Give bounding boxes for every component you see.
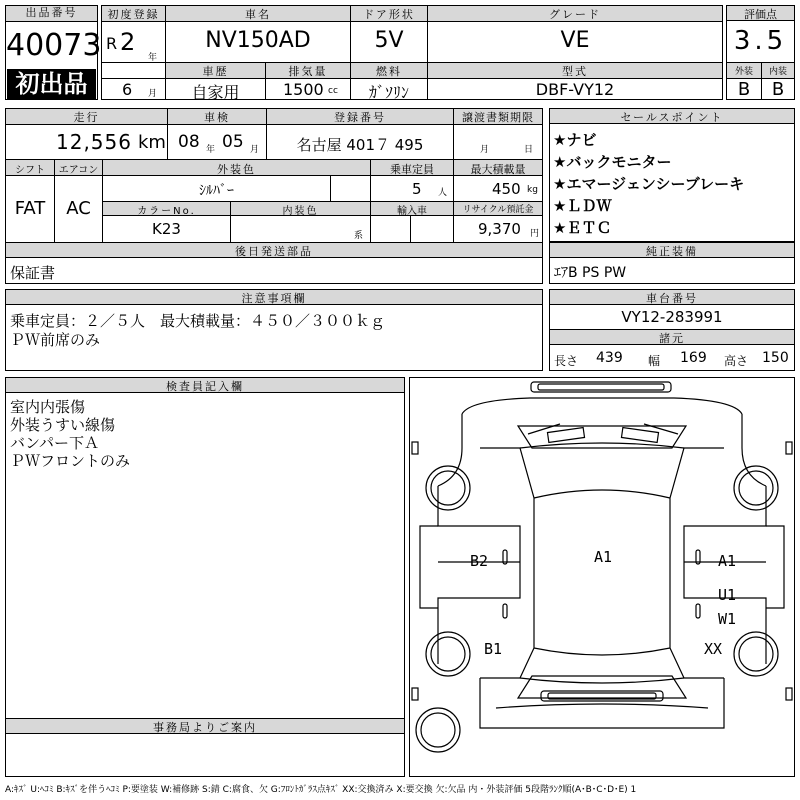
interior-label: 内装 [768, 67, 787, 77]
caution-line: 乗車定員：２／５人 最大積載量：４５０／３００ｋｇ [10, 312, 386, 330]
damage-diagram [409, 377, 795, 777]
interior-grade: B [771, 79, 785, 100]
inspector-line: 外装うすい線傷 [10, 416, 116, 434]
transfer-label: 譲渡書類期限 [462, 111, 534, 124]
grade-label: グレード [549, 8, 601, 21]
ac-label: エアコン [58, 165, 99, 176]
car-diagram-svg [410, 378, 794, 776]
era-prefix: R [106, 34, 118, 53]
door-label: ドア形状 [363, 8, 415, 21]
insp-year-unit: 年 [206, 145, 216, 155]
sales-point-item: ★ＥＴＣ [553, 219, 612, 237]
fuel-label: 燃料 [376, 65, 402, 78]
mileage-unit: km [138, 132, 166, 153]
first-reg-label: 初度登録 [107, 8, 160, 21]
reg-no-label: 登録番号 [334, 111, 386, 124]
sales-point-item: ★ナビ [553, 131, 597, 149]
listing-no: 40073 [6, 28, 102, 63]
inspector-label: 検査員記入欄 [166, 380, 244, 393]
inspector-line: 室内内張傷 [10, 398, 86, 416]
sales-point-item: ★エマージェンシーブレーキ [553, 175, 745, 193]
office-label: 事務局よりご案内 [153, 721, 257, 734]
damage-mark: B2 [470, 552, 489, 570]
width-label: 幅 [648, 354, 661, 368]
exterior-label: 外装 [734, 67, 753, 77]
recycle-unit: 円 [530, 229, 540, 239]
shift: FAT [14, 198, 46, 219]
capacity-label: 乗車定員 [390, 163, 434, 176]
width: 169 [680, 350, 707, 366]
model: DBF-VY12 [535, 80, 615, 99]
car-name-label: 車名 [245, 8, 271, 21]
int-color-unit: 系 [354, 231, 364, 241]
displacement: 1500 [283, 80, 324, 99]
mileage-label: 走行 [73, 111, 100, 124]
score-label: 評価点 [744, 8, 777, 21]
insp-month: 05 [222, 132, 244, 152]
model-label: 型式 [562, 65, 588, 78]
dimensions-label: 諸元 [659, 332, 685, 345]
transfer-day-unit: 日 [524, 145, 534, 155]
caution-label: 注意事項欄 [241, 292, 307, 305]
damage-mark: A1 [594, 548, 613, 566]
import-label: 輸入車 [397, 206, 427, 217]
inspection-label: 車検 [204, 111, 230, 124]
int-color-label: 内装色 [282, 206, 319, 217]
recycle-label: リサイクル預託金 [462, 205, 534, 215]
ext-color: ｼﾙﾊﾞｰ [199, 183, 234, 199]
insp-year: 08 [178, 132, 200, 152]
max-load-unit: kg [527, 185, 538, 195]
damage-mark: B1 [484, 640, 503, 658]
sales-point-item: ★バックモニター [553, 153, 672, 171]
max-load: 450 [492, 180, 521, 198]
height: 150 [762, 350, 789, 366]
recycle-fee: 9,370 [478, 220, 521, 238]
month-unit: 月 [148, 89, 158, 99]
first-listing-badge: 初出品 [7, 69, 96, 99]
displacement-label: 排気量 [288, 65, 328, 78]
later-parts-value: 保証書 [10, 264, 56, 282]
displacement-unit: cc [328, 86, 338, 96]
transfer-month-unit: 月 [480, 145, 490, 155]
listing-no-cell [5, 5, 102, 100]
shift-label: シフト [15, 165, 45, 176]
height-label: 高さ [724, 354, 749, 368]
year-unit: 年 [148, 53, 158, 63]
ext-color-label: 外装色 [217, 163, 256, 176]
later-parts-label: 後日発送部品 [235, 245, 313, 258]
genuine-equipment-label: 純正装備 [646, 245, 698, 258]
length-label: 長さ [554, 354, 579, 368]
caution-line: ＰＷ前席のみ [10, 331, 101, 349]
legend: A:ｷｽﾞ U:ﾍｺﾐ B:ｷｽﾞを伴うﾍｺﾐ P:要塗装 W:補修跡 S:錆 C:腐食、欠 G:ﾌﾛﾝﾄｶﾞﾗｽ点ｷｽﾞ XX:交換済み X:要交換 欠:欠品 内・外装評価 5段階ﾗﾝｸ順(A･B･C･D･E) 1 [5, 785, 637, 795]
insp-month-unit: 月 [250, 145, 260, 155]
inspector-line: バンパー下Ａ [10, 434, 99, 452]
reg-month: 6 [122, 80, 133, 99]
sales-points-label: セールスポイント [620, 111, 724, 124]
door-type: 5V [374, 28, 404, 53]
inspector-line: ＰＷフロントのみ [10, 452, 131, 470]
genuine-equipment-value: ｴｱB PS PW [554, 265, 627, 281]
damage-mark: XX [704, 640, 723, 658]
mileage: 12,556 [56, 130, 132, 154]
color-no-label: カラーNo. [137, 206, 196, 217]
damage-mark: A1 [718, 552, 737, 570]
fuel: ｶﾞｿﾘﾝ [368, 83, 409, 102]
sales-point-item: ★ＬＤＷ [553, 197, 612, 215]
exterior-grade: B [737, 79, 751, 100]
score: 3.5 [733, 26, 788, 56]
history: 自家用 [191, 83, 240, 102]
ac: AC [66, 198, 91, 219]
chassis-label: 車台番号 [646, 292, 698, 305]
car-name: NV150AD [205, 28, 311, 53]
grade: VE [560, 28, 590, 53]
capacity: 5 [412, 180, 422, 198]
chassis-no: VY12-283991 [621, 308, 723, 326]
length: 439 [596, 350, 623, 366]
damage-mark: U1 [718, 586, 737, 604]
listing-no-label: 出品番号 [6, 6, 97, 22]
reg-year: 2 [120, 28, 136, 56]
damage-mark: W1 [718, 610, 737, 628]
capacity-unit: 人 [438, 188, 448, 198]
history-label: 車歴 [202, 65, 229, 78]
max-load-label: 最大積載量 [470, 163, 526, 176]
registration-no: 名古屋 401７ 495 [296, 136, 424, 154]
color-no: K23 [152, 220, 181, 238]
